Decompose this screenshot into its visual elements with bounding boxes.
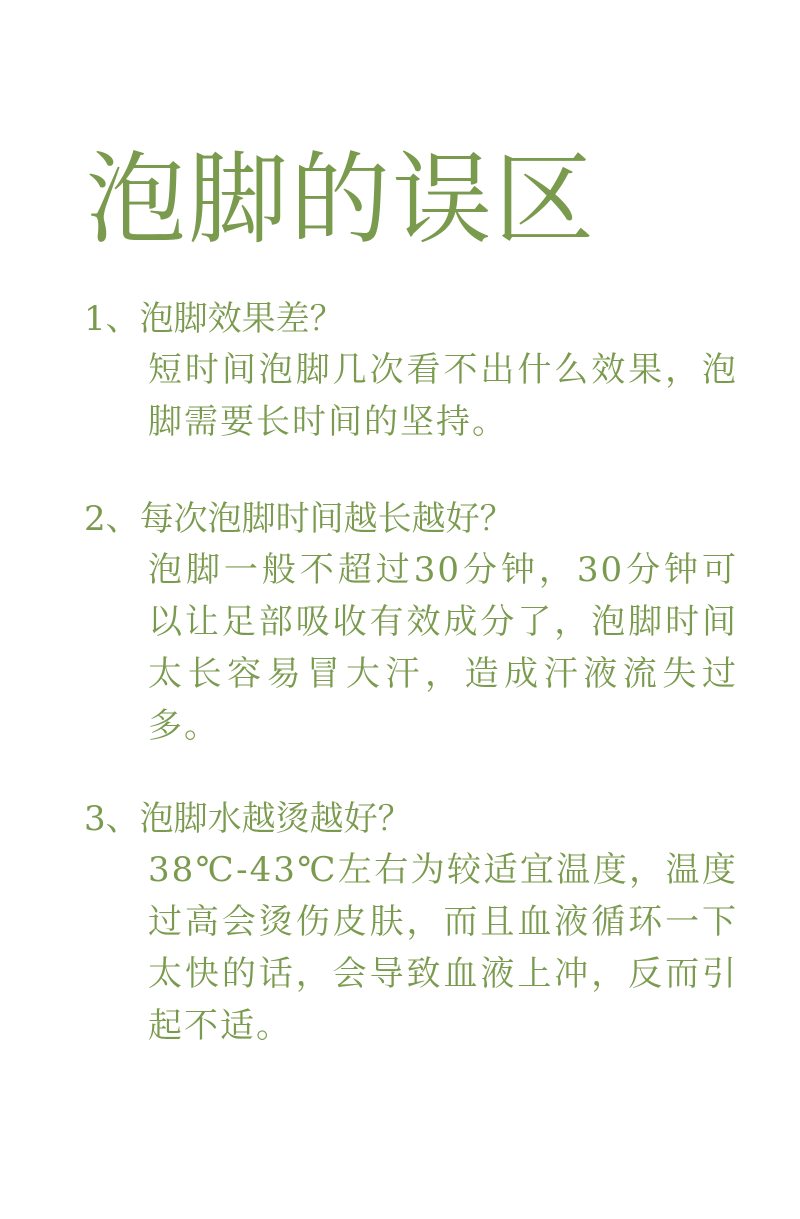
- item-answer: 38℃-43℃左右为较适宜温度，温度过高会烫伤皮肤，而且血液循环一下太快的话，会导致血液上冲，反而引起不适。: [148, 850, 738, 1046]
- list-item: [84, 494, 744, 752]
- list-item: [84, 294, 744, 448]
- item-question: 1、泡脚效果差？: [84, 299, 344, 339]
- page-title: 泡脚的误区: [86, 141, 596, 258]
- item-question: 2、每次泡脚时间越长越好？: [84, 499, 514, 539]
- item-answer: 泡脚一般不超过30分钟，30分钟可以让足部吸收有效成分了，泡脚时间太长容易冒大汗，造成汗液流失过多。: [148, 550, 738, 746]
- list-item: [84, 794, 744, 1052]
- item-answer: 短时间泡脚几次看不出什么效果，泡脚需要长时间的坚持。: [148, 350, 738, 442]
- item-question: 3、泡脚水越烫越好？: [84, 799, 412, 839]
